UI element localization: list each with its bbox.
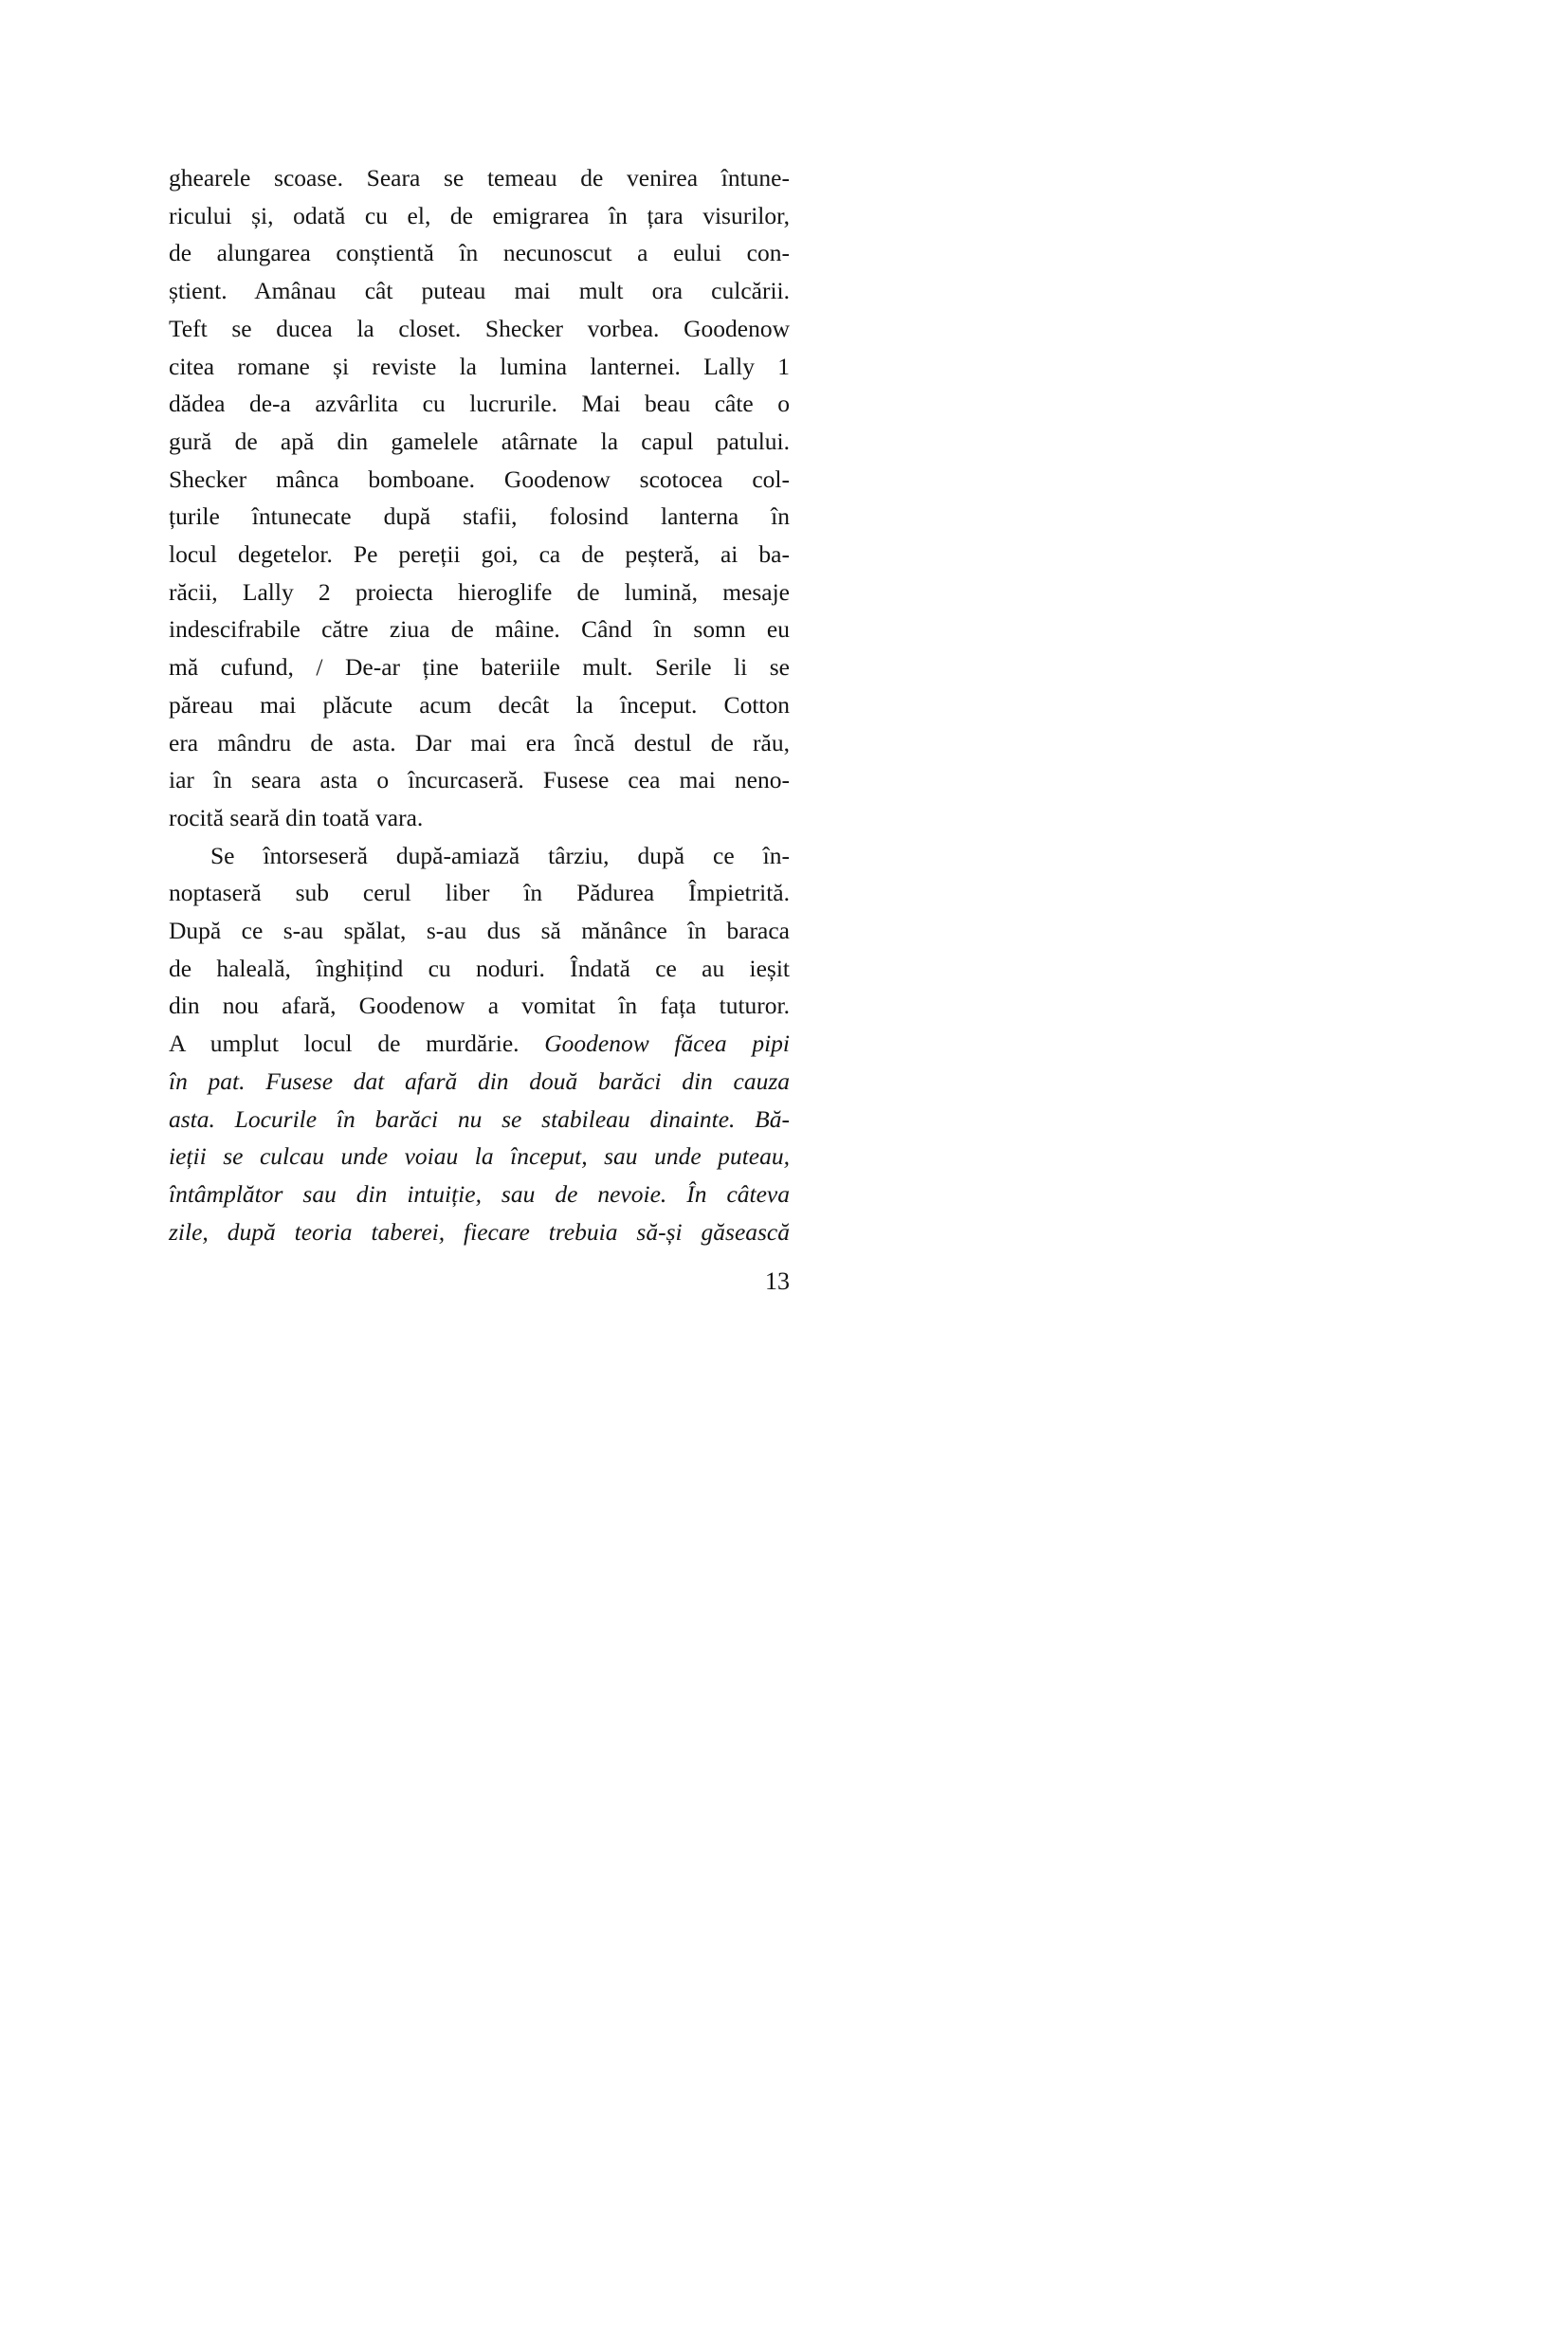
text-block bbox=[169, 159, 790, 1250]
text-segment: de alungarea conștientă în necunoscut a eului con- bbox=[169, 239, 790, 267]
text-line bbox=[169, 724, 790, 762]
text-line bbox=[169, 234, 790, 272]
text-line bbox=[169, 799, 790, 837]
italic-text-segment: ieții se culcau unde voiau la început, sau unde puteau, bbox=[169, 1142, 790, 1171]
text-segment: mă cufund, / De-ar ține bateriile mult. Serile li se bbox=[169, 653, 790, 682]
text-segment: păreau mai plăcute acum decât la început. Cotton bbox=[169, 690, 790, 719]
text-line bbox=[169, 498, 790, 536]
text-segment: locul degetelor. Pe pereții goi, ca de peșteră, ai ba- bbox=[169, 540, 790, 569]
italic-text-segment: în pat. Fusese dat afară din două barăci din cauza bbox=[169, 1066, 790, 1095]
text-line bbox=[169, 648, 790, 686]
text-segment: Teft se ducea la closet. Shecker vorbea. Goodenow bbox=[169, 314, 790, 342]
text-segment: din nou afară, Goodenow a vomitat în fața tuturor. bbox=[169, 992, 790, 1020]
text-line bbox=[169, 1176, 790, 1213]
text-line bbox=[169, 536, 790, 574]
text-segment: indescifrabile către ziua de mâine. Când în somn eu bbox=[169, 615, 790, 644]
italic-text-segment: asta. Locurile în barăci nu se stabileau dinainte. Bă- bbox=[169, 1104, 790, 1133]
text-line bbox=[169, 950, 790, 988]
text-line bbox=[169, 272, 790, 310]
text-line bbox=[169, 686, 790, 724]
italic-text-segment: zile, după teoria taberei, fiecare trebuia să-și găsească bbox=[169, 1217, 790, 1246]
text-segment: era mândru de asta. Dar mai era încă destul de rău, bbox=[169, 728, 790, 756]
text-segment: ricului și, odată cu el, de emigrarea în țara visurilor, bbox=[169, 201, 790, 229]
text-segment: dădea de-a azvârlita cu lucrurile. Mai beau câte o bbox=[169, 390, 790, 418]
text-segment: ghearele scoase. Seara se temeau de venirea întune- bbox=[169, 164, 790, 191]
text-segment: iar în seara asta o încurcaseră. Fusese cea mai neno- bbox=[169, 766, 790, 794]
text-line bbox=[169, 348, 790, 386]
text-segment: gură de apă din gamelele atârnate la capul patului. bbox=[169, 427, 790, 455]
text-line bbox=[169, 987, 790, 1025]
text-line bbox=[169, 385, 790, 423]
text-line bbox=[169, 310, 790, 348]
text-segment: Se întorseseră după-amiază târziu, după ce în- bbox=[210, 841, 790, 869]
text-segment: de haleală, înghițind cu noduri. Îndată ce au ieșit bbox=[169, 954, 790, 982]
italic-text-segment: întâmplător sau din intuiție, sau de nevoie. În câteva bbox=[169, 1179, 790, 1208]
text-segment: țurile întunecate după stafii, folosind lanterna în bbox=[169, 502, 790, 531]
italic-text-segment: Goodenow făcea pipi bbox=[544, 1030, 790, 1058]
text-line bbox=[169, 1101, 790, 1139]
text-segment: noptaseră sub cerul liber în Pădurea Împietrită. bbox=[169, 879, 790, 907]
text-segment: Shecker mânca bomboane. Goodenow scotocea col- bbox=[169, 465, 790, 493]
text-segment: știent. Amânau cât puteau mai mult ora culcării. bbox=[169, 277, 790, 305]
text-line bbox=[169, 874, 790, 912]
text-line bbox=[169, 1138, 790, 1176]
text-line bbox=[169, 912, 790, 950]
page-number: 13 bbox=[765, 1267, 790, 1295]
text-segment: După ce s-au spălat, s-au dus să mănânce în baraca bbox=[169, 917, 790, 945]
text-line bbox=[169, 1025, 790, 1063]
text-segment: răcii, Lally 2 proiecta hieroglife de lumină, mesaje bbox=[169, 577, 790, 606]
text-segment: rocită seară din toată vara. bbox=[169, 803, 424, 831]
text-line bbox=[169, 423, 790, 461]
text-line bbox=[169, 574, 790, 611]
text-line bbox=[169, 159, 790, 197]
text-line bbox=[169, 761, 790, 799]
text-line bbox=[169, 837, 790, 875]
text-line bbox=[169, 1063, 790, 1101]
text-line bbox=[169, 611, 790, 648]
text-segment: A umplut locul de murdărie. bbox=[169, 1030, 545, 1058]
text-line bbox=[169, 197, 790, 235]
text-line bbox=[169, 461, 790, 499]
text-line bbox=[169, 1213, 790, 1251]
text-segment: citea romane și reviste la lumina lanternei. Lally 1 bbox=[169, 352, 790, 380]
